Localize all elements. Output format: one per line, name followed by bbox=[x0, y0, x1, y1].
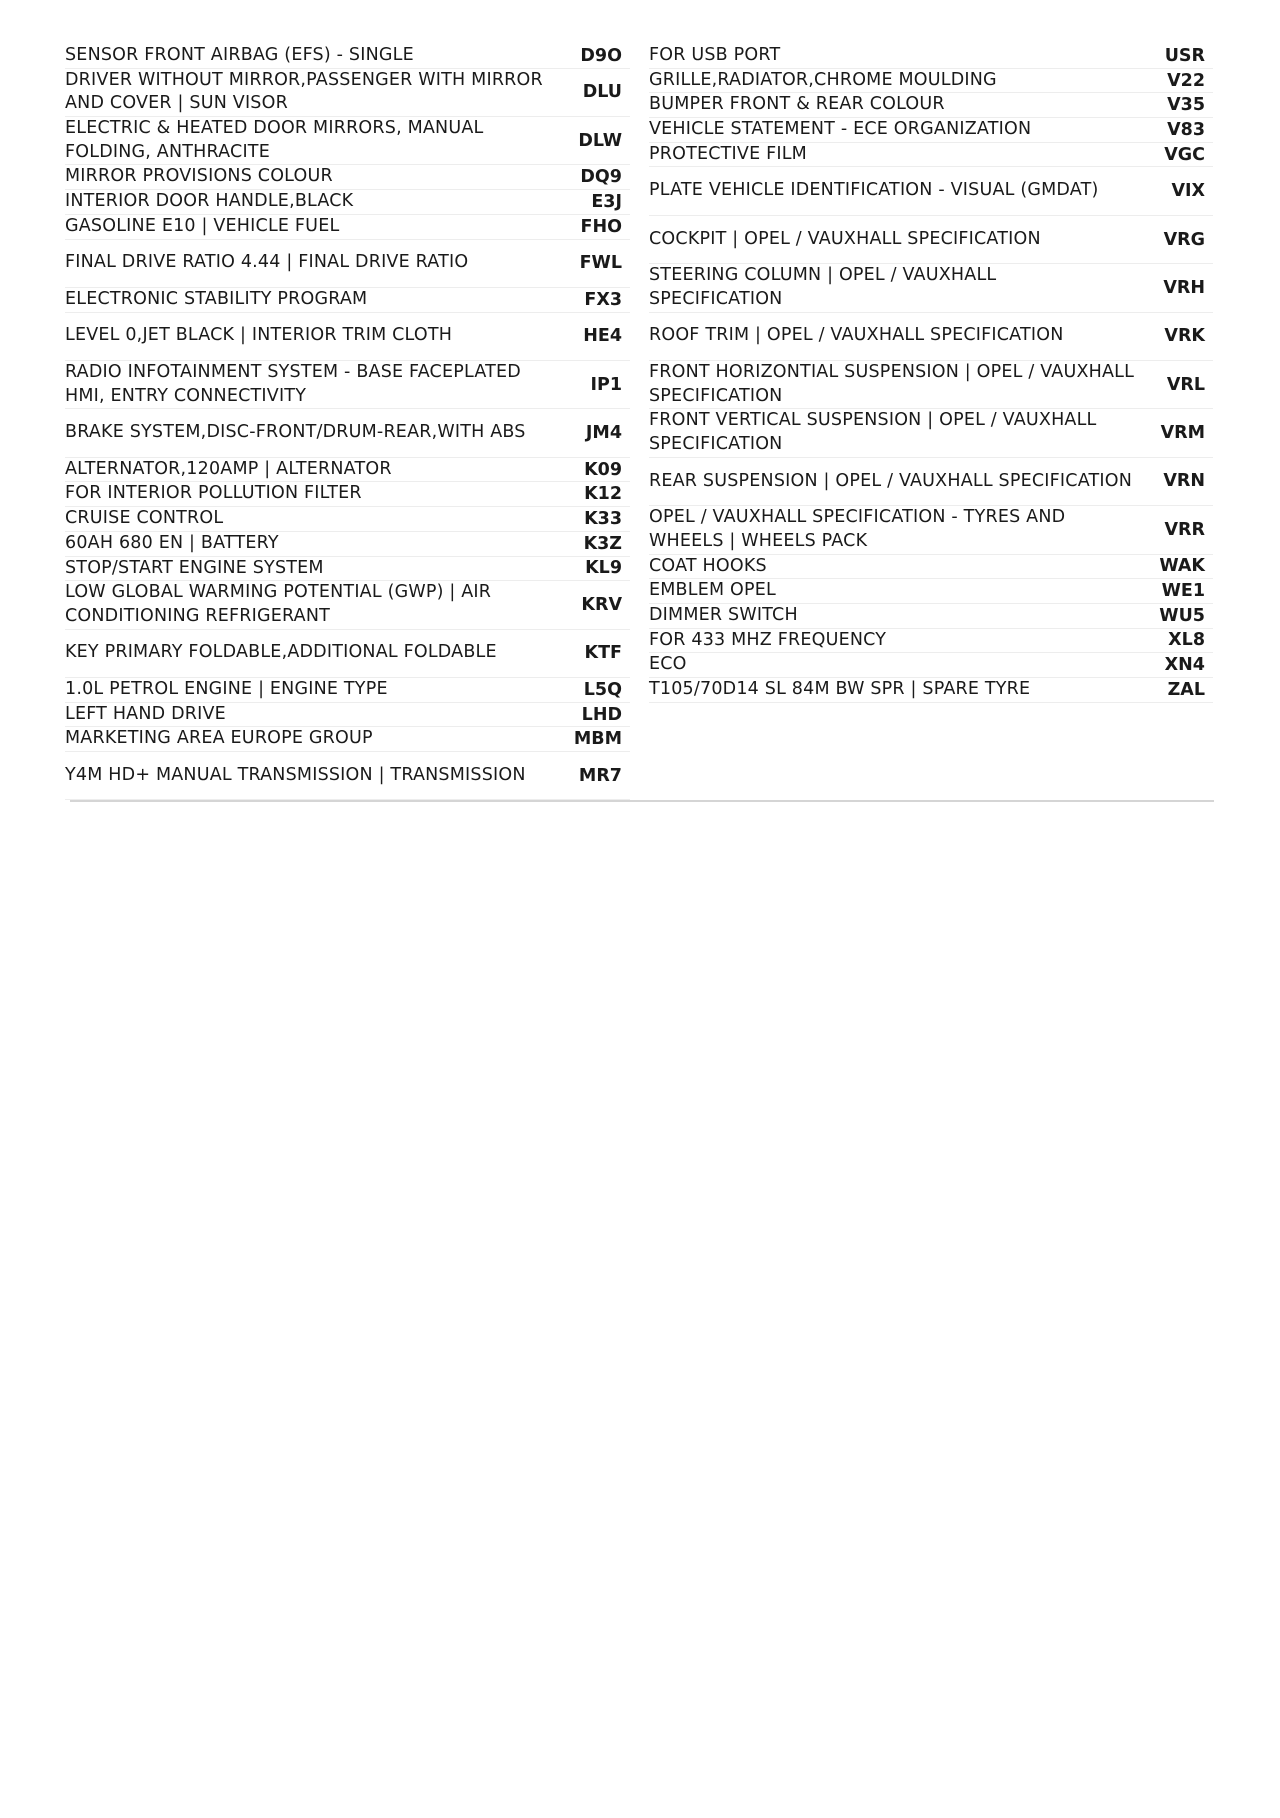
option-row bbox=[65, 507, 630, 532]
option-code: MBM bbox=[573, 729, 622, 750]
option-description: FINAL DRIVE RATIO 4.44 | FINAL DRIVE RATIO bbox=[65, 252, 469, 273]
right-option-list bbox=[649, 44, 1213, 703]
option-description: PLATE VEHICLE IDENTIFICATION - VISUAL (GMDAT) bbox=[649, 180, 1099, 201]
option-row bbox=[649, 629, 1213, 654]
option-code: DQ9 bbox=[580, 167, 622, 188]
option-row bbox=[649, 118, 1213, 143]
option-description: MARKETING AREA EUROPE GROUP bbox=[65, 728, 373, 749]
option-description: 60AH 680 EN | BATTERY bbox=[65, 532, 279, 553]
option-row bbox=[65, 752, 630, 800]
option-row bbox=[65, 69, 630, 117]
option-description: ELECTRIC & HEATED DOOR MIRRORS, MANUAL FOLDING, ANTHRACITE bbox=[65, 118, 484, 162]
option-row bbox=[649, 44, 1213, 69]
option-row bbox=[65, 458, 630, 483]
option-description: FOR INTERIOR POLLUTION FILTER bbox=[65, 483, 362, 504]
option-code: V35 bbox=[1167, 95, 1205, 116]
option-description: FOR USB PORT bbox=[649, 45, 781, 65]
option-code: V83 bbox=[1167, 119, 1205, 140]
option-row bbox=[65, 44, 630, 69]
option-code: D9O bbox=[580, 45, 622, 66]
option-row bbox=[65, 482, 630, 507]
option-row bbox=[65, 703, 630, 728]
option-description: INTERIOR DOOR HANDLE,BLACK bbox=[65, 191, 354, 212]
option-row bbox=[649, 264, 1213, 312]
option-description: ECO bbox=[649, 654, 687, 675]
option-row bbox=[65, 117, 630, 165]
option-description: RADIO INFOTAINMENT SYSTEM - BASE FACEPLATED HMI, ENTRY CONNECTIVITY bbox=[65, 362, 521, 406]
option-row bbox=[65, 165, 630, 190]
option-row bbox=[649, 678, 1213, 703]
option-code: WE1 bbox=[1161, 581, 1205, 602]
option-description: FRONT HORIZONTIAL SUSPENSION | OPEL / VAUXHALL SPECIFICATION bbox=[649, 362, 1135, 406]
option-code: DLW bbox=[578, 130, 622, 151]
option-code: FWL bbox=[579, 253, 622, 274]
option-description: SENSOR FRONT AIRBAG (EFS) - SINGLE bbox=[65, 45, 414, 65]
option-description: OPEL / VAUXHALL SPECIFICATION - TYRES AND WHEELS | WHEELS PACK bbox=[649, 507, 1066, 551]
option-row bbox=[649, 653, 1213, 678]
option-description: T105/70D14 SL 84M BW SPR | SPARE TYRE bbox=[649, 679, 1031, 699]
option-row bbox=[649, 555, 1213, 580]
option-code: VRH bbox=[1163, 277, 1205, 298]
option-description: GRILLE,RADIATOR,CHROME MOULDING bbox=[649, 69, 997, 90]
option-description: STOP/START ENGINE SYSTEM bbox=[65, 557, 324, 578]
option-code: XN4 bbox=[1164, 655, 1205, 676]
option-row bbox=[65, 240, 630, 288]
option-description: VEHICLE STATEMENT - ECE ORGANIZATION bbox=[649, 119, 1032, 140]
option-row bbox=[65, 361, 630, 409]
option-code: FX3 bbox=[584, 289, 622, 310]
option-code: E3J bbox=[591, 192, 622, 212]
option-code: K12 bbox=[584, 484, 622, 505]
option-description: DRIVER WITHOUT MIRROR,PASSENGER WITH MIRROR AND COVER | SUN VISOR bbox=[65, 69, 543, 114]
option-row bbox=[649, 143, 1213, 168]
option-description: BUMPER FRONT & REAR COLOUR bbox=[649, 94, 945, 115]
option-row bbox=[65, 727, 630, 752]
option-description: PROTECTIVE FILM bbox=[649, 143, 807, 164]
option-code: K09 bbox=[584, 459, 622, 480]
option-code: L5Q bbox=[583, 679, 622, 700]
option-code: KTF bbox=[584, 643, 622, 664]
option-code: VRK bbox=[1164, 326, 1205, 347]
option-code: VRG bbox=[1163, 229, 1205, 250]
option-code: KL9 bbox=[585, 558, 622, 579]
option-code: K33 bbox=[584, 509, 622, 529]
option-code: USR bbox=[1164, 45, 1205, 66]
option-row bbox=[65, 288, 630, 313]
option-row bbox=[649, 313, 1213, 361]
option-row bbox=[65, 190, 630, 215]
option-row bbox=[649, 93, 1213, 118]
option-description: 1.0L PETROL ENGINE | ENGINE TYPE bbox=[65, 679, 388, 699]
option-row bbox=[65, 557, 630, 582]
option-description: FRONT VERTICAL SUSPENSION | OPEL / VAUXHALL SPECIFICATION bbox=[649, 410, 1097, 455]
option-description: BRAKE SYSTEM,DISC-FRONT/DRUM-REAR,WITH ABS bbox=[65, 422, 526, 443]
option-row bbox=[649, 409, 1213, 457]
option-code: DLU bbox=[582, 82, 622, 103]
option-code: HE4 bbox=[583, 326, 622, 347]
option-description: LEVEL 0,JET BLACK | INTERIOR TRIM CLOTH bbox=[65, 325, 453, 346]
option-description: GASOLINE E10 | VEHICLE FUEL bbox=[65, 215, 340, 236]
option-code: VRR bbox=[1164, 519, 1205, 540]
option-code: XL8 bbox=[1168, 630, 1205, 651]
option-row bbox=[649, 216, 1213, 264]
option-code: VRL bbox=[1166, 374, 1205, 395]
option-code: VRM bbox=[1160, 423, 1205, 444]
option-code: K3Z bbox=[583, 533, 622, 554]
option-code: VRN bbox=[1163, 471, 1205, 492]
option-row bbox=[649, 506, 1213, 554]
option-code: IP1 bbox=[590, 374, 622, 395]
option-code: ZAL bbox=[1167, 679, 1205, 700]
option-row bbox=[649, 167, 1213, 215]
option-description: Y4M HD+ MANUAL TRANSMISSION | TRANSMISSION bbox=[65, 764, 526, 785]
option-row bbox=[649, 604, 1213, 629]
option-code: V22 bbox=[1167, 70, 1205, 91]
left-option-list bbox=[65, 44, 630, 800]
option-description: CRUISE CONTROL bbox=[65, 508, 224, 529]
option-code: KRV bbox=[581, 594, 622, 615]
option-description: ELECTRONIC STABILITY PROGRAM bbox=[65, 288, 368, 309]
option-code: JM4 bbox=[585, 423, 622, 444]
option-row bbox=[65, 532, 630, 557]
option-row bbox=[649, 361, 1213, 409]
option-code: FHO bbox=[580, 216, 622, 237]
option-row bbox=[65, 313, 630, 361]
option-row bbox=[649, 458, 1213, 506]
option-description: DIMMER SWITCH bbox=[649, 604, 798, 625]
option-description: COAT HOOKS bbox=[649, 555, 767, 576]
option-row bbox=[65, 581, 630, 629]
option-description: ALTERNATOR,120AMP | ALTERNATOR bbox=[65, 458, 392, 479]
option-row bbox=[649, 579, 1213, 604]
option-row bbox=[65, 678, 630, 703]
option-description: FOR 433 MHZ FREQUENCY bbox=[649, 629, 887, 650]
option-code: VIX bbox=[1171, 181, 1205, 202]
option-description: STEERING COLUMN | OPEL / VAUXHALL SPECIFICATION bbox=[649, 265, 997, 309]
option-code: MR7 bbox=[578, 765, 622, 786]
option-code: LHD bbox=[581, 704, 622, 725]
option-description: LEFT HAND DRIVE bbox=[65, 703, 226, 724]
option-description: COCKPIT | OPEL / VAUXHALL SPECIFICATION bbox=[649, 228, 1041, 249]
option-row bbox=[65, 409, 630, 457]
option-code: WAK bbox=[1159, 556, 1205, 577]
bottom-divider bbox=[70, 800, 1214, 802]
option-description: REAR SUSPENSION | OPEL / VAUXHALL SPECIFICATION bbox=[649, 470, 1133, 491]
option-row bbox=[65, 215, 630, 240]
option-row bbox=[65, 630, 630, 678]
option-code: VGC bbox=[1164, 144, 1205, 165]
option-row bbox=[649, 69, 1213, 94]
option-description: KEY PRIMARY FOLDABLE,ADDITIONAL FOLDABLE bbox=[65, 642, 497, 663]
option-description: ROOF TRIM | OPEL / VAUXHALL SPECIFICATION bbox=[649, 325, 1064, 346]
option-description: EMBLEM OPEL bbox=[649, 580, 776, 601]
option-code: WU5 bbox=[1159, 605, 1205, 626]
option-description: MIRROR PROVISIONS COLOUR bbox=[65, 166, 333, 187]
option-description: LOW GLOBAL WARMING POTENTIAL (GWP) | AIR CONDITIONING REFRIGERANT bbox=[65, 582, 492, 626]
